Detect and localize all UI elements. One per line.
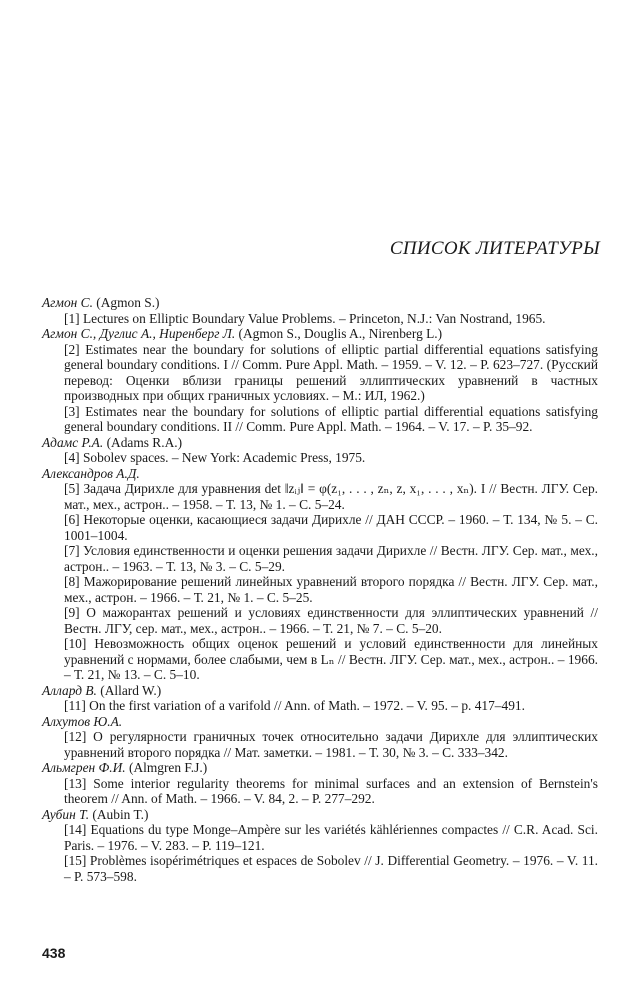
author-name: Альмгрен Ф.И.: [42, 760, 126, 775]
reference-item: [42, 698, 598, 714]
reference-text: Lectures on Elliptic Boundary Value Problems. – Princeton, N.J.: Van Nostrand, 1965.: [82, 310, 546, 326]
reference-item: [42, 450, 598, 466]
bibliography-author: [42, 683, 598, 699]
reference-item: [42, 776, 598, 807]
reference-item: [42, 311, 598, 327]
reference-number: [4]: [64, 450, 80, 465]
reference-item: [42, 543, 598, 574]
reference-number: [15]: [64, 853, 87, 868]
reference-item: [42, 729, 598, 760]
author-name: Адамс Р.А.: [42, 434, 104, 450]
reference-text: Estimates near the boundary for solutions of elliptic partial differential equations satisfying general boundary conditions. I // Comm. Pure Appl. Math. – 1959. – V. 12. – P. 623–727. (Русский перевод: Оценки вблизи границы решений эллиптических уравнений в частных производных при общих граничных условиях. – М.: ИЛ, 1962.): [64, 341, 598, 403]
reference-text: Условия единственности и оценки решения задачи Дирихле // Вестн. ЛГУ. Сер. мат., мех., астрон.. – 1963. – Т. 13, № 3. – С. 5–29.: [64, 543, 598, 574]
reference-item: [42, 342, 598, 404]
reference-item: [42, 404, 598, 435]
reference-text: Некоторые оценки, касающиеся задачи Дирихле // ДАН СССР. – 1960. – Т. 134, № 5. – С. 1001–1004.: [64, 512, 598, 543]
author-latin-name: (Adams R.A.): [106, 434, 183, 450]
reference-item: [42, 574, 598, 605]
reference-text: О регулярности граничных точек относительно задачи Дирихле для эллиптических уравнений второго порядка // Мат. заметки. – 1981. – Т. 30, № 3. – С. 333–342.: [64, 729, 598, 760]
reference-item: [42, 853, 598, 884]
reference-text: Задача Дирихле для уравнения det ‖zᵢⱼ‖ = φ(z₁, . . . , zₙ, z, x₁, . . . , xₙ). I // Вестн. ЛГУ. Сер. мат., мех., астрон.. – 1958. – Т. 13, № 1. – С. 5–24.: [64, 481, 598, 512]
section-title: СПИСОК ЛИТЕРАТУРЫ: [389, 238, 600, 259]
author-name: Агмон С., Дуглис А., Ниренберг Л.: [42, 326, 236, 341]
reference-text: Equations du type Monge–Ampère sur les variétés kählériennes compactes // C.R. Acad. Sci. Paris. – 1976. – V. 283. – P. 119–121.: [64, 822, 598, 853]
bibliography-list: [42, 295, 598, 884]
author-latin-name: (Aubin T.): [92, 806, 149, 822]
reference-text: Problèmes isopérimétriques et espaces de Sobolev // J. Differential Geometry. – 1976. – V. 11. – P. 573–598.: [64, 853, 598, 884]
reference-number: [9]: [64, 605, 80, 620]
reference-item: [42, 822, 598, 853]
reference-number: [5]: [64, 481, 80, 496]
reference-number: [13]: [64, 775, 87, 791]
bibliography-author: [42, 326, 598, 342]
author-latin-name: (Agmon S., Douglis A., Nirenberg L.): [238, 326, 443, 341]
reference-text: Sobolev spaces. – New York: Academic Press, 1975.: [82, 450, 366, 465]
reference-number: [11]: [64, 698, 86, 713]
reference-number: [10]: [64, 636, 87, 651]
reference-number: [2]: [64, 341, 80, 357]
reference-item: [42, 512, 598, 543]
author-name: Александров А.Д.: [42, 465, 140, 481]
bibliography-author: [42, 760, 598, 776]
reference-item: [42, 605, 598, 636]
reference-number: [7]: [64, 543, 80, 558]
reference-text: О мажорантах решений и условиях единственности для эллиптических уравнений // Вестн. ЛГУ, сер. мат., мех., астрон.. – 1966. – Т. 21, № 7. – С. 5–20.: [64, 605, 599, 636]
author-latin-name: (Allard W.): [100, 682, 162, 698]
bibliography-author: [42, 714, 598, 730]
reference-item: [42, 636, 598, 683]
reference-text: Estimates near the boundary for solutions of elliptic partial differential equations satisfying general boundary conditions. II // Comm. Pure Appl. Math. – 1964. – V. 17. – P. 35–92.: [64, 403, 598, 434]
bibliography-author: [42, 435, 598, 451]
author-latin-name: (Almgren F.J.): [129, 760, 208, 775]
author-latin-name: (Agmon S.): [96, 295, 160, 310]
reference-number: [6]: [64, 512, 80, 527]
bibliography-author: [42, 807, 598, 823]
reference-number: [14]: [64, 822, 87, 837]
reference-item: [42, 481, 598, 512]
reference-number: [3]: [64, 403, 80, 419]
bibliography-author: [42, 466, 598, 482]
reference-number: [8]: [64, 574, 80, 589]
author-name: Алхутов Ю.А.: [42, 713, 123, 729]
author-name: Аубин Т.: [42, 806, 90, 822]
author-name: Агмон С.: [42, 295, 93, 310]
reference-text: Some interior regularity theorems for minimal surfaces and an extension of Bernstein's theorem // Ann. of Math. – 1966. – V. 84, 2. – P. 277–292.: [64, 775, 598, 806]
reference-text: Невозможность общих оценок решений и условий единственности для линейных уравнений с нормами, более слабыми, чем в Lₙ // Вестн. ЛГУ. Сер. мат., мех., астрон.. – 1966. – Т. 21, № 13. – С. 5–10.: [64, 636, 598, 682]
bibliography-author: [42, 295, 598, 311]
reference-text: On the first variation of a varifold // Ann. of Math. – 1972. – V. 95. – p. 417–491.: [89, 698, 525, 713]
page-number: 438: [42, 945, 66, 961]
reference-number: [12]: [64, 729, 87, 744]
reference-number: [1]: [64, 310, 80, 326]
author-name: Аллард В.: [42, 682, 97, 698]
reference-text: Мажорирование решений линейных уравнений второго порядка // Вестн. ЛГУ. Сер. мат., мех., астрон. – 1966. – Т. 21, № 1. – С. 5–25.: [64, 574, 598, 605]
